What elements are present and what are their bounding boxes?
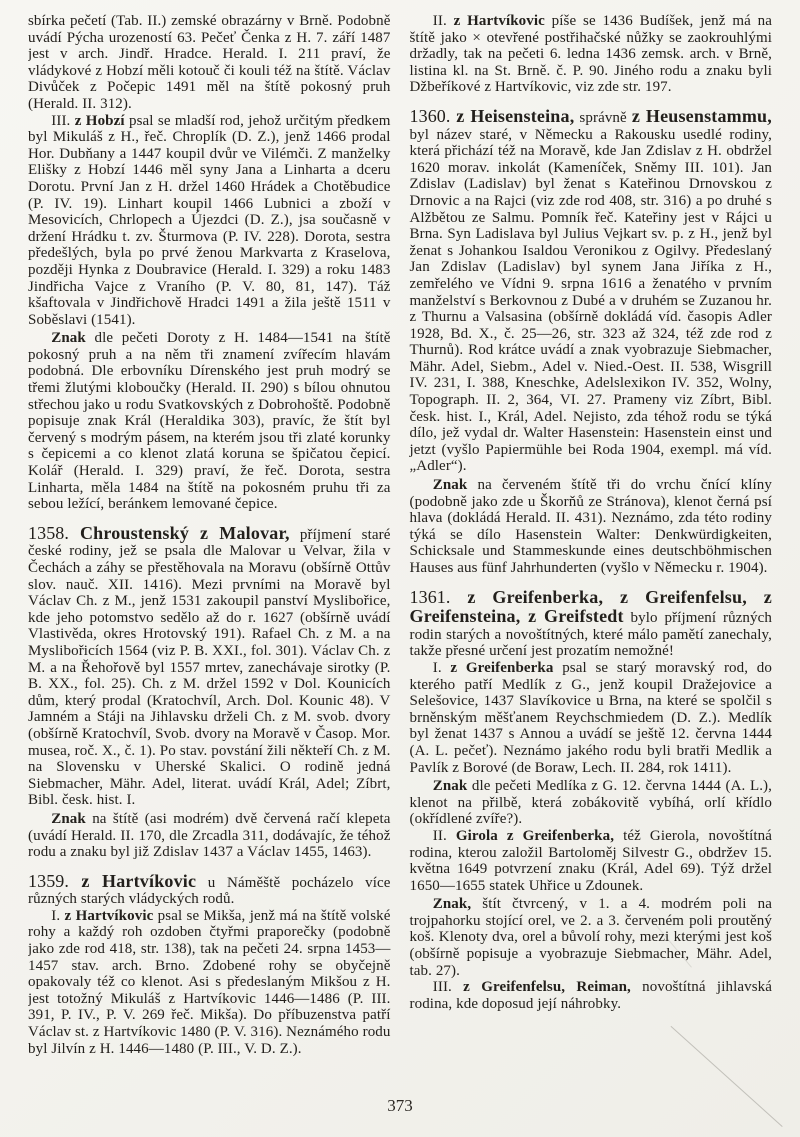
paragraph-girola-ii [410,828,773,894]
text-segment: z Greifenfelsu, Reiman, [463,979,631,996]
text-segment: na červeném štítě tři do vrchu čnící klíny (podobně jako zde u Škorňů ze Stránova), klenot černá psí hlava (dokládá Herald. II. 431). Neznámo, zda této rodiny týká se dílo Hasenstein Walter: Denkwürdigkeiten, Schicksale und Stammeskunde eines deutschböhmischen Hauses aus fünf Jahrhunderten (vyšlo v Německu r. 1904). [409,477,772,576]
entry-1360-heisensteina [410,107,773,475]
text-segment: Znak, [432,896,472,913]
text-segment: II. [432,13,454,29]
text-segment: III. [432,979,464,996]
text-segment: správně [574,109,632,126]
right-column [410,13,773,1095]
text-segment: z Hartvíkovic [64,907,154,924]
page-number: 373 [387,1096,413,1115]
entry-1358-chroustensky [28,524,391,809]
text-segment: novoštítná jihlavská rodina, kde doposud její náhrobky. [409,979,772,1012]
text-segment: Girola z Greifenberka, [455,827,615,844]
text-segment: 1359. [28,870,82,891]
entry-1359-hartvikovic [28,872,391,908]
left-column [28,13,391,1095]
text-segment: příjmení staré české rodiny, jež se psala dle Malovar u Velvar, žila v Čechách a záhy se přestěhovala na Moravu (obšírně Ottův slov. nauč. XII. 1416). Mezi prvními na Moravě byl Václav Ch. z M., jenž 1531 zakoupil panství Myslibořice, kde jeho potomstvo sedělo až do r. 1627 (obšírně uvádí Vlastivěda, okres Hrotovský 191). Rafael Ch. z M. a na Myslibořicích 1564 (viz P. B. XXI., fol. 301). Václav Ch. z M. a na Řehořově byl 1557 mrtev, zanechávaje sirotky (P. B. XX., fol. 25). Ch. z M. držel 1592 v Dol. Kounicích dům, který prodal (Kratochvíl, Arch. Dol. Kounic 48). V Jamném a Stáji na Jihlavsku drželi Ch. z M. svob. dvory (obšírně Kratochvíl, Svob. dvory na Moravě v Časop. Mor. musea, roč. X., č. 1). Po stav. povstání žili někteří Ch. z M. na Slovensku v Uherské Skalici. O rodině jedná Siebmacher, Mähr. Adel, literat. uvádí Král, Adel; Zíbrt, Bibl. česk. hist. I. [28,526,391,809]
text-segment: z Heisensteina, [456,105,575,126]
text-segment: Znak [432,477,468,494]
text-segment: psal se starý moravský rod, do kterého patří Medlík z G., jenž koupil Dražejovice a Selešovice, 1437 Slavíkovice u Brna, na které se spolčil s brněnským měšťanem Reychschmiedem (D. Z.). Medlík byl ženat 1437 s Annou a uvádí se ještě 12. června 1444 (A. L. pečeť). Neznámo jakého rodu byli bratři Medlik a Pavlík z Borové (de Boraw, Lech. II. 284, rok 1411). [409,659,772,776]
text-segment: 1360. [409,105,457,126]
text-segment: na štítě (asi modrém) dvě červená račí klepeta (uvádí Herald. II. 170, dle Zrcadla 311, dodávajíc, že téhož rodu a znaku byl již Zdislav 1437 a Václav 1455, 1463). [28,810,391,861]
paragraph-girola-znak [410,896,773,979]
text-segment: Znak [432,778,468,795]
text-segment: I. [51,907,65,924]
text-segment: u Náměště pocházelo více různých starých vládyckých rodů. [28,874,391,908]
text-segment: z Greifenberka, z Greifenfelsu, z Greifensteina, z Greifstedt [409,586,772,627]
text-segment: z Hobzí [74,112,125,129]
text-segment: Znak [51,330,86,347]
text-segment: z Hartvíkovic [81,870,197,891]
text-segment: z Hartvíkovic [453,13,545,29]
text-segment: byl název staré, v Německu a Rakousku usedlé rodiny, která přichází též na Moravě, kde Jan Zdislav z H. obdržel 1620 morav. inkolát (Kameníček, Sněmy III. 101). Jan Zdislav (Ladislav) byl ženat s Kateřinou Drnovskou z Drnovic a na Rajci (viz zde rod 408, str. 316) a po druhé s Alžbětou ze Salmu. Pomník řeč. Kateřiny jest v Rájci u Brna. Syn Ladislava byl Julius Vejkart sv. p. z H., jenž byl ženat s Johankou Isaldou Veronikou z Ogilvy. Předeslaný Jan Zdislav (Ladislav) byl synem Jana Jiříka z H., zemřelého ve Vídni 9. srpna 1616 a ženatého v prvním manželství s Berkovnou z Dubé a v druhém se Zuzanou hr. z Thurnu a Valsasina (obšírně dokládá víd. časopis Adler 1928, Bd. X., č. 25—26, str. 323 až 324, též zde rod z Thurnů). Rod krátce uvádí a znak vyobrazuje Siebmacher, Mähr. Adel, Siebm., Adel v. Nied.-Oest. II. 538, Wisgrill IV. 231, I. 388, Kneschke, Adelslexikon IV. 352, Wolny, Topograph. II. 2, 364, VI. 27. Prameny viz Zíbrt, Bibl. česk. hist. I., Král, Adel. Nejisto, zda téhož rodu se týká dílo, jež vydal dr. Walter Hasenstein: Hasenstein einst und jetzt (vyšlo Papiermühle bei Roda 1904, exempl. má víd. „Adler“). [409,126,772,475]
text-segment: štít čtvrcený, v 1. a 4. modrém poli na trojpahorku stojící orel, ve 2. a 3. červeném poli proutěný koš. Klenoty dva, orel a bůvolí rohy, mezi kterými jest koš (obšírně popisuje a vyobrazuje Siebmacher, Mähr. Adel, tab. 27). [409,896,772,979]
two-column-text-block [28,13,772,1095]
text-segment: píše se 1436 Budíšek, jenž má na štítě jako × otevřené postřihačské nůžky se zaokrouhlými držadly, tak na pečeti 6. ledna 1436 zemsk. arch. v Brně, listina kl. na St. Brně. č. P. 90. Jiného rodu a znaku byli Džbeříkové z Hartvíkovic, viz zde str. 197. [409,13,772,96]
paragraph-greifenfelsu-iii [410,979,773,1012]
text-segment: II. [432,827,456,844]
entry-1361-greifenberka [410,588,773,660]
paragraph-hartvikovic-ii [410,13,773,96]
paragraph-hobzi-continuation [28,13,391,113]
text-segment: dle pečeti Medlíka z G. 12. června 1444 (A. L.), klenot na přilbě, která zobákovitě vybíhá, orlí křídlo (okřídlené zvíře?). [409,778,772,828]
text-segment: III. [51,112,75,129]
text-segment: též Gierola, novoštítná rodina, kterou založil Bartoloměj Silvestr G., obdržev 15. května 1649 potvrzení znaku (Král, Adel 69). Týž držel 1650—1655 statek Uhřice u Zdounek. [409,827,772,894]
text-segment: sbírka pečetí (Tab. II.) zemské obrazárny v Brně. Podobně uvádí Pýcha urozeností 63. Pečeť Čenka z H. 7. září 1487 jest v arch. Jindř. Hradce. Herald. I. 211 praví, že vládykové z Hobzí měli kotouč či kouli též na štítě. Václav Divůček z Počepic 1491 měl na štítě pokosný pruh (Herald. II. 312). [28,13,391,112]
text-segment: z Greifenberka [450,659,554,676]
text-segment: 1358. [28,522,80,543]
text-segment: 1361. [409,586,468,607]
text-segment: psal se mladší rod, jehož určitým předkem byl Mikuláš z H., řeč. Chroplík (D. Z.), jenž 1466 prodal Hor. Dubňany a 1447 koupil dvůr ve Vilémči. Z manželky Elišky z Hobzí 1446 měl syny Jana a Linharta a dceru Dorotu. První Jan z H. držel 1460 Hrádek a Chotěbudice (P. IV. 19). Linhart koupil 1466 Lubnici a zboží v Mesovicích, Chrlopech a Újezdci (D. Z.), jsa současně v držení Hrádku t. zv. Šturmova (P. IV. 228). Dorota, sestra předešlých, byla po prvé ženou Markvarta z Kraselova, později Hynka z Doubravice (Herald. I. 329) a roku 1483 Jindřicha Vajce z Vraního (P. V. 80, 81, 147). Táž kšaftovala v Jindřichově Hradci 1491 a žila ještě 1511 v Soběslavi (1541). [28,112,391,328]
paragraph-hobzi-znak [28,330,391,513]
text-segment: bylo příjmení různých rodin starých a novoštítných, které málo pamětí zanechaly, takže přesné určení jest prozatím nemožné! [409,610,772,660]
text-segment: Znak [51,810,86,827]
paragraph-hobzi-iii [28,113,391,329]
text-segment: I. [432,659,451,676]
paragraph-heisensteina-znak [410,477,773,577]
paragraph-hartvikovic-i [28,908,391,1057]
text-segment: dle pečeti Doroty z H. 1484—1541 na štítě pokosný pruh a na něm tři znamení zvířecím hlavám podobná. Dle erbovníku Dírenského jest pruh modrý se třemi žlutými kloboučky (Herald. II. 290) s bílou ohnutou střechou jako u rodu Svatkovských z Dobrohoště. Podobně popisuje znak Král (Heraldika 303), pravíc, že štít byl červený s modrým pásem, na kterém jsou tři zlaté korunky s čepicemi a co klenot zlatá koruna se špičatou čepicí. Kolář (Herald. I. 329) praví, že řeč. Dorota, sestra Linharta, měla 1484 na štítě na pokosném pruhu tři za sebou ležící, beránkem lemované čepice. [28,330,391,513]
text-segment: z Heusenstammu, [631,105,772,126]
paragraph-chroustensky-znak [28,811,391,861]
paragraph-greifenberka-i [410,660,773,776]
text-segment: Chroustenský z Malovar, [79,522,290,543]
text-segment: psal se Mikša, jenž má na štítě volské rohy a každý roh ozdoben čtyřmi praporečky (podobně jako zde rod 418, str. 138), tak na pečeti 24. srpna 1453—1457 stav. arch. Brno. Zdobené rohy se obyčejně opakovaly též co klenot. Asi s předeslaným Mikšou z H. jest totožný Mikuláš z Hartvíkovic 1446—1486 (P. III. 391, P. IV., P. V. 269 řeč. Mikša). Do příbuzenstva patří Václav st. z Hartvíkovic 1480 (P. V. 316). Neznámého rodu byl Jilvín z H. 1446—1480 (P. III., V. D. Z.). [28,907,391,1057]
paragraph-greifenberka-znak [410,778,773,828]
